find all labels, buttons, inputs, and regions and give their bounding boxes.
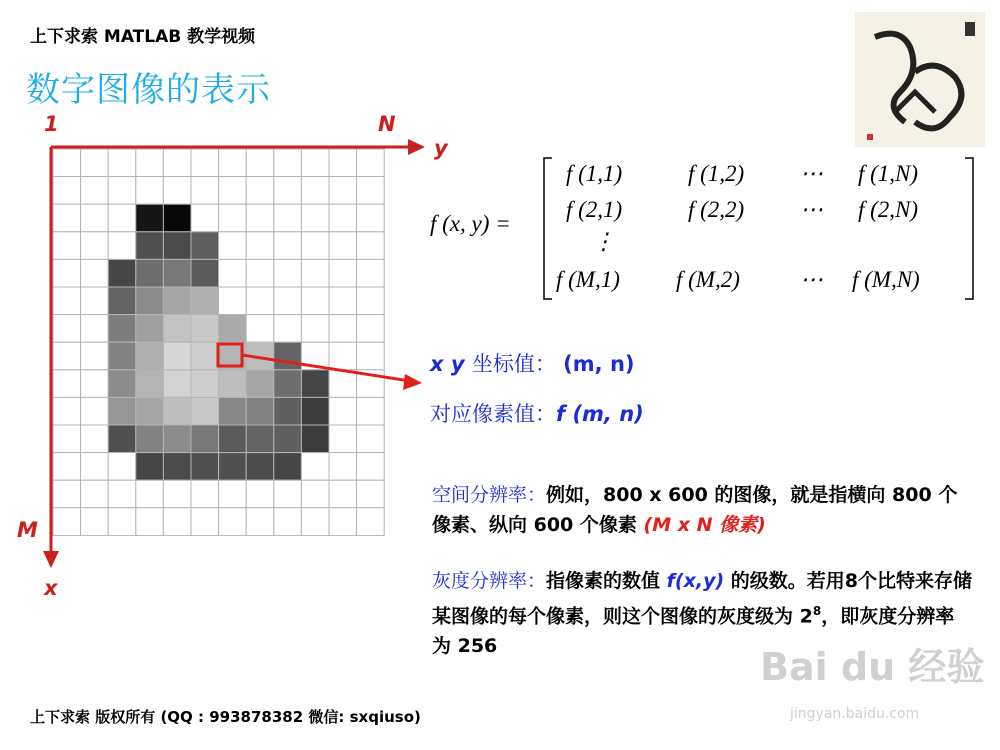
grid-pixel (329, 508, 357, 536)
matrix-cell-r2c2: f (2,2) (688, 197, 745, 222)
grid-pixel (246, 370, 274, 398)
grid-pixel (357, 425, 385, 453)
matrix-cell-r1c3: ⋯ (800, 161, 823, 186)
grid-pixel (163, 315, 191, 343)
grid-pixel (108, 453, 136, 481)
grid-pixel (246, 425, 274, 453)
grid-pixel (136, 370, 164, 398)
matrix-vdots: ⋮ (592, 229, 615, 254)
grid-pixel (136, 397, 164, 425)
coord-xy: x y (430, 352, 465, 376)
grid-pixel (274, 480, 302, 508)
grid-pixel (219, 508, 247, 536)
grid-pixel (219, 480, 247, 508)
grid-pixel (246, 480, 274, 508)
grid-pixel (81, 342, 109, 370)
grid-pixel (163, 453, 191, 481)
grid-pixel (53, 508, 81, 536)
axis-label-N: N (378, 112, 396, 136)
gray-label: 灰度分辨率： (432, 570, 547, 592)
grid-pixel (219, 453, 247, 481)
grid-pixel (357, 508, 385, 536)
grid-pixel (329, 453, 357, 481)
grid-pixel (301, 425, 329, 453)
matrix-formula (0, 0, 1000, 300)
spatial-resolution-paragraph (432, 480, 972, 540)
axis-label-x: x (44, 576, 58, 600)
gray-text3: ，即灰度分辨率为 256 (432, 605, 955, 658)
grid-pixel (136, 342, 164, 370)
grid-pixel (108, 508, 136, 536)
gray-text2: 的级数。若用8个比特来存储某图像的每个像素，则这个图像的灰度级为 2 (432, 570, 972, 628)
grid-pixel (301, 453, 329, 481)
coord-label: 坐标值： (471, 352, 556, 376)
grid-pixel (108, 397, 136, 425)
grid-pixel (246, 453, 274, 481)
grid-pixel (136, 508, 164, 536)
matrix-cell-r2c3: ⋯ (800, 197, 823, 222)
coord-value: (m, n) (563, 352, 635, 376)
grid-pixel (108, 342, 136, 370)
grid-pixel (53, 370, 81, 398)
axis-label-1: 1 (44, 112, 59, 136)
grid-pixel (301, 480, 329, 508)
grid-pixel (108, 480, 136, 508)
grid-pixel (301, 508, 329, 536)
pointer-arrowhead (403, 374, 422, 390)
grid-pixel (301, 315, 329, 343)
grid-pixel (108, 315, 136, 343)
grid-pixel (329, 342, 357, 370)
grid-pixel (274, 315, 302, 343)
matrix-cell-r4c2: f (M,2) (676, 267, 740, 292)
grid-pixel (108, 425, 136, 453)
matrix-cell-r1c4: f (1,N) (858, 161, 919, 186)
grid-pixel (136, 315, 164, 343)
grid-pixel (246, 508, 274, 536)
grid-pixel (163, 370, 191, 398)
grid-pixel (53, 453, 81, 481)
grid-pixel (191, 480, 219, 508)
spatial-text: 例如，800 x 600 的图像，就是指横向 800 个像素、纵向 600 个像素 (432, 484, 958, 536)
grid-pixel (357, 453, 385, 481)
grid-pixel (219, 370, 247, 398)
grid-pixel (191, 508, 219, 536)
axis-label-M: M (17, 518, 38, 542)
grid-pixel (219, 397, 247, 425)
grid-pixel (246, 397, 274, 425)
pixel-value: f (m, n) (556, 402, 644, 426)
grid-pixel (357, 480, 385, 508)
grid-pixel (274, 453, 302, 481)
grid-pixel (357, 315, 385, 343)
grid-pixel (163, 508, 191, 536)
spatial-highlight: (M x N 像素) (643, 514, 766, 536)
grid-pixel (163, 480, 191, 508)
matrix-cell-r4c4: f (M,N) (852, 267, 920, 292)
grid-pixel (53, 425, 81, 453)
gray-sup: 8 (812, 604, 822, 618)
grid-pixel (81, 453, 109, 481)
grid-pixel (246, 315, 274, 343)
spatial-label: 空间分辨率： (432, 484, 547, 506)
grid-pixel (81, 425, 109, 453)
grid-pixel (219, 315, 247, 343)
grid-pixel (163, 342, 191, 370)
grid-pixel (108, 370, 136, 398)
grid-pixel (329, 397, 357, 425)
grid-pixel (274, 425, 302, 453)
grid-pixel (219, 425, 247, 453)
grid-pixel (301, 370, 329, 398)
pixel-line (430, 398, 644, 428)
matrix-cell-r4c1: f (M,1) (556, 267, 620, 292)
grid-pixel (191, 315, 219, 343)
matrix-lhs: f (x, y) = (430, 211, 511, 236)
grid-pixel (136, 480, 164, 508)
grid-pixel (357, 342, 385, 370)
grid-pixel (191, 425, 219, 453)
matrix-cell-r2c4: f (2,N) (858, 197, 919, 222)
grid-pixel (191, 342, 219, 370)
matrix-cell-r1c2: f (1,2) (688, 161, 745, 186)
grid-pixel (274, 342, 302, 370)
matrix-cell-r2c1: f (2,1) (566, 197, 623, 222)
coord-line (430, 348, 635, 378)
grid-pixel (81, 370, 109, 398)
grid-pixel (53, 315, 81, 343)
grid-pixel (53, 342, 81, 370)
grid-pixel (191, 397, 219, 425)
grid-pixel (274, 370, 302, 398)
grid-pixel (274, 508, 302, 536)
footer-copyright: 上下求索 版权所有 (QQ : 993878382 微信: sxqiuso) (30, 708, 421, 726)
grid-pixel (329, 480, 357, 508)
grid-pixel (136, 453, 164, 481)
gray-text1: 指像素的数值 (546, 570, 667, 592)
matrix-cell-r1c1: f (1,1) (566, 161, 623, 186)
grid-pixel (301, 397, 329, 425)
x-axis-arrowhead (43, 551, 59, 568)
grid-pixel (274, 397, 302, 425)
gray-fxy: f(x,y) (666, 570, 725, 592)
grid-pixel (191, 453, 219, 481)
grid-pixel (136, 425, 164, 453)
pixel-label: 对应像素值： (430, 402, 556, 426)
grid-pixel (329, 315, 357, 343)
header-series: 上下求索 MATLAB 教学视频 (30, 27, 256, 47)
grid-pixel (163, 425, 191, 453)
grid-pixel (163, 397, 191, 425)
grid-pixel (329, 425, 357, 453)
grid-pixel (329, 370, 357, 398)
grid-pixel (81, 480, 109, 508)
watermark-url: jingyan.baidu.com (790, 706, 920, 722)
axis-label-y: y (434, 136, 448, 160)
grid-pixel (191, 370, 219, 398)
grid-pixel (81, 508, 109, 536)
matrix-cell-r4c3: ⋯ (800, 267, 823, 292)
grid-pixel (357, 397, 385, 425)
grid-pixel (53, 397, 81, 425)
page-title: 数字图像的表示 (26, 70, 271, 110)
watermark-logo: Bai du 经验 (760, 645, 985, 689)
grid-pixel (53, 480, 81, 508)
grid-pixel (81, 397, 109, 425)
grid-pixel (81, 315, 109, 343)
